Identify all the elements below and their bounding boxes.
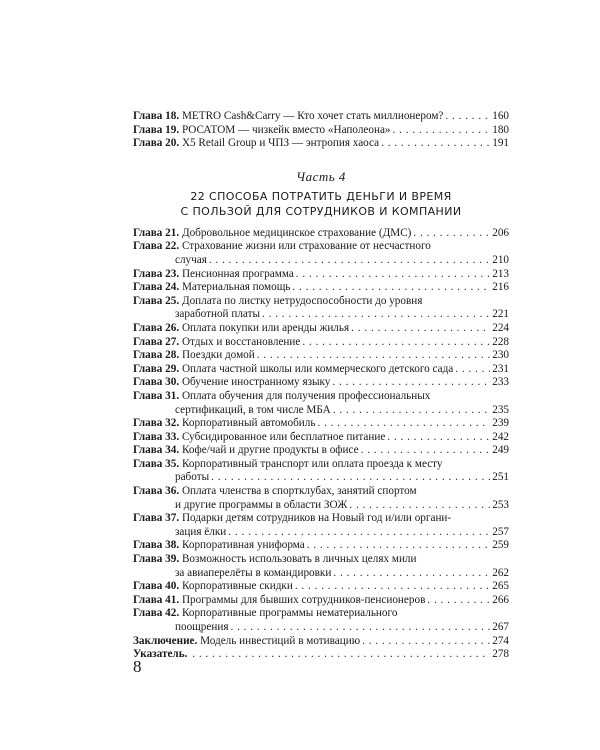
toc-dot-leader: [292, 281, 490, 295]
toc-top-section: [133, 110, 509, 151]
toc-entry[interactable]: [133, 336, 509, 350]
toc-entry[interactable]: [133, 580, 509, 594]
toc-entry-continuation: [133, 621, 509, 635]
toc-entry-title: Доплата по листку нетрудоспособности до уровня: [181, 294, 423, 307]
toc-entry-label: Глава 23.: [133, 267, 180, 280]
toc-entry-page: 266: [492, 593, 509, 606]
toc-main-section: [133, 227, 509, 662]
toc-entry[interactable]: [133, 124, 509, 138]
toc-entry-page: 160: [492, 110, 509, 122]
toc-entry[interactable]: [133, 137, 509, 151]
toc-entry-line: [133, 444, 509, 458]
toc-entry-title: Пенсионная программа: [181, 267, 294, 280]
toc-dot-leader: [332, 376, 490, 390]
toc-entry-title: Модель инвестиций в мотивацию: [200, 634, 361, 647]
toc-entry-label: Глава 25.: [133, 294, 180, 307]
toc-entry-title: Корпоративные скидки: [181, 580, 293, 593]
toc-entry-continuation: [133, 526, 509, 540]
toc-entry-title: Оплата частной школы или коммерческого детского сада: [181, 362, 454, 375]
toc-entry-continuation: [133, 254, 509, 268]
toc-entry-title: Субсидированное или бесплатное питание: [181, 430, 386, 443]
toc-entry-title: Корпоративные программы нематериального: [181, 607, 398, 620]
toc-entry-label: Глава 42.: [133, 607, 180, 620]
toc-entry-label: Глава 18.: [133, 110, 180, 122]
toc-entry[interactable]: [133, 240, 509, 267]
toc-dot-leader: [393, 124, 491, 138]
toc-entry-label: Глава 32.: [133, 417, 180, 430]
toc-entry-title: Оплата покупки или аренды жилья: [181, 321, 350, 334]
toc-entry-page: 249: [492, 444, 509, 457]
toc-dot-leader: [349, 499, 490, 513]
toc-entry-line: [133, 635, 509, 649]
toc-entry-page: 257: [492, 525, 509, 538]
toc-entry-label: Глава 22.: [133, 240, 180, 253]
toc-entry-label: Глава 37.: [133, 512, 180, 525]
toc-entry[interactable]: [133, 539, 509, 553]
toc-entry-line: [133, 349, 509, 363]
toc-entry-title: Корпоративный автомобиль: [181, 417, 316, 430]
toc-entry[interactable]: [133, 110, 509, 124]
toc-entry-label: Глава 40.: [133, 580, 180, 593]
toc-entry-page: 180: [492, 123, 509, 136]
part-subtitle: [133, 189, 509, 219]
toc-entry-title: Возможность использовать в личных целях мили: [181, 553, 417, 566]
toc-entry-page: 213: [492, 267, 509, 280]
toc-dot-leader: [307, 539, 490, 553]
toc-entry[interactable]: [133, 376, 509, 390]
part-subtitle-line-2: С ПОЛЬЗОЙ ДЛЯ СОТРУДНИКОВ И КОМПАНИИ: [180, 204, 462, 218]
toc-dot-leader: [211, 471, 490, 485]
toc-entry-label: Заключение.: [133, 634, 198, 647]
toc-entry-line: [133, 376, 509, 390]
toc-entry-label: Глава 20.: [133, 137, 180, 150]
part-title: Часть 4: [296, 168, 346, 184]
toc-entry-label: Глава 39.: [133, 553, 180, 566]
toc-entry-line: [133, 417, 509, 431]
toc-entry-page: 221: [492, 308, 509, 321]
toc-dot-leader: [296, 268, 490, 282]
toc-entry-line: [133, 580, 509, 594]
toc-entry[interactable]: [133, 553, 509, 580]
toc-entry-page: 262: [492, 566, 509, 579]
toc-entry[interactable]: [133, 322, 509, 336]
toc-entry-label: Глава 31.: [133, 389, 180, 402]
part-subtitle-line-1: 22 СПОСОБА ПОТРАТИТЬ ДЕНЬГИ И ВРЕМЯ: [190, 189, 452, 203]
toc-dot-leader: [413, 227, 490, 241]
toc-entry-page: 191: [492, 137, 509, 150]
toc-entry-continuation: [133, 404, 509, 418]
toc-entry-line: [133, 227, 509, 241]
toc-entry-continuation: [133, 567, 509, 581]
toc-entry-line: [133, 553, 509, 567]
toc-entry[interactable]: [133, 417, 509, 431]
toc-dot-leader: [230, 621, 490, 635]
toc-entry-title: Программы для бывших сотрудников-пенсионеров: [181, 593, 426, 606]
toc-entry-title: сертификаций, в том числе МБА: [175, 403, 331, 416]
toc-entry-title: X5 Retail Group и ЧПЗ — энтропия хаоса: [181, 137, 380, 150]
toc-dot-leader: [362, 635, 490, 649]
toc-entry-page: 239: [492, 417, 509, 430]
toc-entry-page: 235: [492, 403, 509, 416]
toc-entry-title: Отдых и восстановление: [181, 335, 301, 348]
toc-entry-label: Глава 24.: [133, 281, 180, 294]
toc-entry-label: Глава 34.: [133, 444, 180, 457]
toc-entry-label: Глава 21.: [133, 226, 180, 239]
toc-entry-title: за авиаперелёты в командировки: [175, 566, 332, 579]
toc-dot-leader: [295, 580, 490, 594]
toc-dot-leader: [192, 648, 490, 662]
toc-entry-page: 259: [492, 539, 509, 552]
toc-dot-leader: [257, 349, 490, 363]
toc-entry-line: [133, 485, 509, 499]
toc-entry-title: Добровольное медицинское страхование (ДМС): [181, 226, 412, 239]
toc-entry[interactable]: [133, 648, 509, 662]
toc-entry-line: [133, 539, 509, 553]
toc-entry-label: Глава 41.: [133, 593, 180, 606]
toc-dot-leader: [381, 137, 490, 151]
toc-entry-label: Глава 38.: [133, 539, 180, 552]
toc-entry-page: 278: [492, 648, 509, 661]
toc-entry-label: Глава 36.: [133, 485, 180, 498]
toc-entry-label: Глава 35.: [133, 457, 180, 470]
toc-entry-line: [133, 240, 509, 254]
toc-dot-leader: [361, 444, 491, 458]
toc-entry-line: [133, 363, 509, 377]
toc-entry-line: [133, 124, 509, 138]
toc-entry-label: Глава 27.: [133, 335, 180, 348]
toc-entry-title: РОСАТОМ — чизкейк вместо «Наполеона»: [181, 123, 391, 136]
toc-entry-title: Оплата членства в спортклубах, занятий спортом: [181, 485, 417, 498]
toc-dot-leader: [333, 404, 491, 418]
toc-entry-page: 224: [492, 321, 509, 334]
toc-dot-leader: [262, 308, 490, 322]
toc-entry[interactable]: [133, 227, 509, 241]
toc-entry-title: зация ёлки: [175, 525, 227, 538]
toc-entry[interactable]: [133, 295, 509, 322]
toc-entry-label: Глава 30.: [133, 376, 180, 389]
toc-dot-leader: [317, 417, 490, 431]
toc-dot-leader: [228, 526, 490, 540]
toc-dot-leader: [351, 322, 490, 336]
table-of-contents: [133, 110, 509, 662]
toc-entry-continuation: [133, 308, 509, 322]
toc-entry-page: 253: [492, 498, 509, 511]
toc-entry-line: [133, 322, 509, 336]
toc-dot-leader: [302, 336, 490, 350]
toc-entry-line: [133, 458, 509, 472]
toc-entry-title: случая: [175, 253, 207, 266]
toc-entry-label: Глава 28.: [133, 349, 180, 362]
toc-entry-page: 228: [492, 335, 509, 348]
toc-dot-leader: [387, 431, 490, 445]
toc-entry-line: [133, 281, 509, 295]
toc-entry-title: и другие программы в области ЗОЖ: [175, 498, 348, 511]
toc-entry-title: Кофе/чай и другие продукты в офисе: [181, 444, 359, 457]
toc-entry-line: [133, 336, 509, 350]
toc-entry-line: [133, 137, 509, 151]
toc-entry[interactable]: [133, 594, 509, 608]
toc-entry-title: Обучение иностранному языку: [181, 376, 331, 389]
toc-entry-label: Глава 19.: [133, 123, 180, 136]
toc-entry-title: Поездки домой: [181, 349, 255, 362]
toc-entry[interactable]: [133, 512, 509, 539]
toc-entry-line: [133, 295, 509, 309]
toc-entry[interactable]: [133, 431, 509, 445]
toc-entry-line: [133, 607, 509, 621]
toc-entry-page: 274: [492, 634, 509, 647]
toc-entry[interactable]: [133, 607, 509, 634]
toc-entry-line: [133, 268, 509, 282]
toc-entry-title: METRO Cash&Carry — Кто хочет стать миллионером?: [181, 110, 444, 122]
toc-entry-continuation: [133, 471, 509, 485]
toc-entry-page: 233: [492, 376, 509, 389]
toc-entry-title: Корпоративная униформа: [181, 539, 305, 552]
toc-entry[interactable]: [133, 281, 509, 295]
toc-entry[interactable]: [133, 390, 509, 417]
toc-entry-page: 267: [492, 621, 509, 633]
toc-dot-leader: [209, 254, 490, 268]
toc-entry-line: [133, 512, 509, 526]
toc-entry-label: Глава 26.: [133, 321, 180, 334]
toc-entry-title: Материальная помощь: [181, 281, 291, 294]
toc-dot-leader: [445, 110, 490, 124]
toc-entry-line: [133, 648, 509, 662]
toc-entry-line: [133, 110, 509, 124]
toc-entry[interactable]: [133, 458, 509, 485]
toc-entry-title: Подарки детям сотрудников на Новый год и/или органи-: [181, 512, 452, 525]
toc-entry[interactable]: [133, 268, 509, 282]
page-number: 8: [133, 657, 142, 676]
toc-entry-title: заработной платы: [175, 308, 260, 321]
toc-entry-line: [133, 390, 509, 404]
toc-entry-page: 206: [492, 226, 509, 239]
toc-entry-label: Глава 29.: [133, 362, 180, 375]
toc-entry-title: поощрения: [175, 621, 229, 633]
toc-entry-page: 251: [492, 471, 509, 484]
toc-dot-leader: [455, 363, 490, 377]
toc-entry[interactable]: [133, 635, 509, 649]
toc-entry[interactable]: [133, 363, 509, 377]
toc-dot-leader: [427, 594, 490, 608]
toc-entry-title: Оплата обучения для получения профессиональных: [181, 389, 431, 402]
toc-entry-page: 231: [492, 362, 509, 375]
toc-entry-page: 210: [492, 253, 509, 266]
toc-dot-leader: [333, 567, 490, 581]
toc-entry-line: [133, 594, 509, 608]
toc-entry-page: 242: [492, 430, 509, 443]
toc-entry[interactable]: [133, 349, 509, 363]
toc-entry-title: Корпоративный транспорт или оплата проезда к месту: [181, 457, 443, 470]
toc-entry-line: [133, 431, 509, 445]
toc-entry[interactable]: [133, 444, 509, 458]
toc-entry-page: 265: [492, 580, 509, 593]
toc-entry-continuation: [133, 499, 509, 513]
toc-entry-title: Страхование жизни или страхование от несчастного: [181, 240, 431, 253]
toc-entry-title: работы: [175, 471, 210, 484]
toc-entry-label: Указатель.: [133, 648, 188, 661]
toc-entry-label: Глава 33.: [133, 430, 180, 443]
toc-entry-page: 216: [492, 281, 509, 294]
toc-entry[interactable]: [133, 485, 509, 512]
toc-entry-page: 230: [492, 349, 509, 362]
